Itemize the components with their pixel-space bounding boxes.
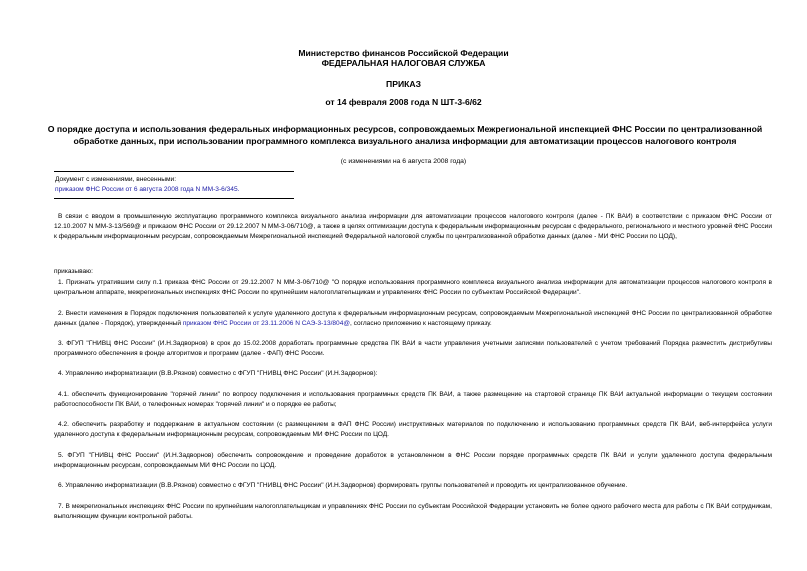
divider-top (54, 171, 294, 172)
paragraph-2 (54, 309, 772, 329)
paragraph-4-2: 4.2. обеспечить разработку и поддержание в актуальном состоянии (с размещением в ФАП ФНС России) инструктивных материалов по подключению и использованию программных средств ПК ВАИ, веб-интерфейса услуги удаленного доступа к федеральным информационным ресурсам, сопровождаемым МИ ФНС России по ЦОД. (54, 421, 772, 438)
divider-bottom (54, 198, 294, 199)
ministry-name: Министерство финансов Российской Федерации (298, 48, 509, 58)
order-word: приказываю: (54, 268, 93, 275)
doc-type: ПРИКАЗ (386, 79, 421, 89)
paragraph-2-link[interactable]: приказом ФНС России от 23.11.2006 N САЭ-3-13/804@ (182, 320, 350, 327)
document-title: О порядке доступа и использования федеральных информационных ресурсов, сопровождаемых Межрегиональной инспекцией ФНС России по централизованной обработке данных, при использовании программного комплекса визуального анализа информации для автоматизации процессов налогового контроля (47, 124, 763, 146)
changes-note: (с изменениями на 6 августа 2008 года) (340, 158, 467, 165)
paragraph-4: 4. Управлению информатизации (В.В.Рязнов) совместно с ФГУП "ГНИВЦ ФНС России" (И.Н.Задворнов): (58, 370, 378, 377)
doc-date-number: от 14 февраля 2008 года N ШТ-3-6/62 (325, 97, 482, 107)
service-name: ФЕДЕРАЛЬНАЯ НАЛОГОВАЯ СЛУЖБА (321, 58, 486, 68)
paragraph-6: 6. Управлению информатизации (В.В.Рязнов) совместно с ФГУП "ГНИВЦ ФНС России" (И.Н.Задворнов) формировать группы пользователей и проводить их централизованное обучение. (58, 482, 628, 489)
doc-changes-label: Документ с изменениями, внесенными: (55, 176, 177, 183)
paragraph-4-1: 4.1. обеспечить функционирование "горячей линии" по вопросу подключения и использования программных средств ПК ВАИ, а также размещение на стартовой странице ПК ВАИ актуальной информации о текущем состоянии работоспособности ПК ВАИ, о телефонных номерах "горячей линии" и о порядке ее работы; (54, 391, 772, 408)
paragraph-2-text-b: , согласно приложению к настоящему приказу. (349, 320, 492, 327)
paragraph-2-text-a: 2. Внести изменения в Порядок подключения пользователей к услуге удаленного доступа к федеральным информационным ресурсам, сопровождаемым Межрегиональной инспекцией ФНС России по централизованной обработке данных (далее - Порядок), утвержденный (54, 310, 772, 327)
paragraph-3: 3. ФГУП "ГНИВЦ ФНС России" (И.Н.Задворнов) в срок до 15.02.2008 доработать программные средства ПК ВАИ в части управления учетными записями пользователей с учетом требований Порядка разместить дистрибутивы программного обеспечения в фонде алгоритмов и программ (далее - ФАП) ФНС России. (54, 340, 772, 357)
paragraph-5: 5. ФГУП "ГНИВЦ ФНС России" (И.Н.Задворнов) обеспечить сопровождение и проведение доработок в установленном в ФНС России порядке программных средств ПК ВАИ и услуги удаленного доступа федеральным информационным ресурсам, сопровождаемым МИ ФНС России по ЦОД. (54, 452, 772, 469)
doc-changes-link[interactable]: приказом ФНС России от 6 августа 2008 года N ММ-3-6/345. (55, 186, 240, 193)
intro-paragraph: В связи с вводом в промышленную эксплуатацию программного комплекса визуального анализа информации для автоматизации процессов налогового контроля (далее - ПК ВАИ) в соответствии с приказом ФНС России от 12.10.2007 N ММ-3-13/569@ и приказом ФНС России от 29.12.2007 N ММ-3-06/710@, а также в целях оптимизации доступа к федеральным информационным ресурсам с федерального, регионального и местного уровней ФНС России к федеральным информационным ресурсам, сопровождаемым Межрегиональной инспекцией Федеральной налоговой службы по централизованной обработке данных (далее - МИ ФНС России по ЦОД), (54, 213, 772, 240)
paragraph-1: 1. Признать утратившим силу п.1 приказа ФНС России от 29.12.2007 N ММ-3-06/710@ "О порядке использования программного комплекса визуального анализа информации для автоматизации процессов налогового контроля в центральном аппарате, межрегиональных инспекциях ФНС России по крупнейшим налогоплательщикам и управлениях ФНС России по субъектам Российской Федерации". (54, 279, 772, 296)
paragraph-7: 7. В межрегиональных инспекциях ФНС России по крупнейшим налогоплательщикам и управлениях ФНС России по субъектам Российской Федерации установить не более одного рабочего места для работы с ПК ВАИ сотрудникам, выполняющим функции контрольной работы. (54, 503, 772, 520)
